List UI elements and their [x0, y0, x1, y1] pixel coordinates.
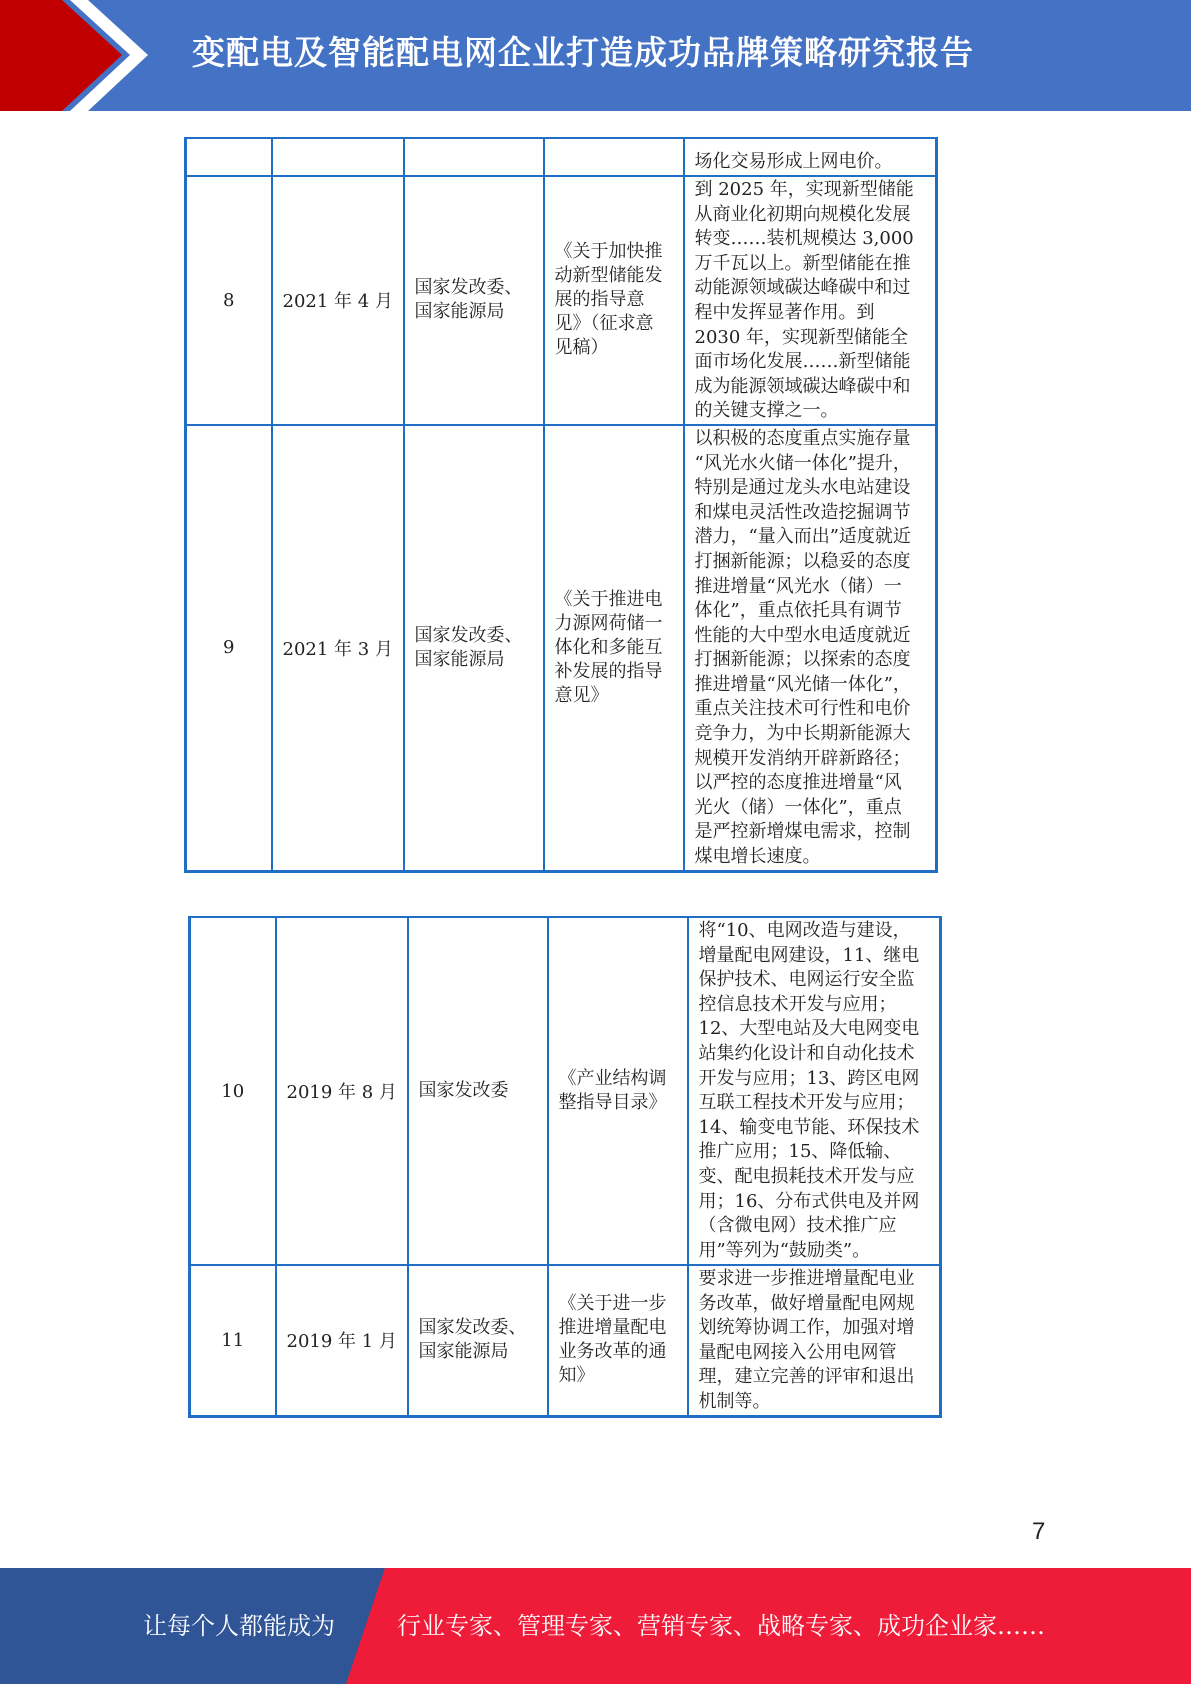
policy-table-2 [188, 916, 942, 1418]
page-number: 7 [1032, 1518, 1046, 1545]
cell-date [272, 138, 404, 176]
cell-content: 以积极的态度重点实施存量 “风光水火储一体化”提升， 特别是通过龙头水电站建设 和煤电灵活性改造挖掘调节 潜力，“量入而出”适度就近 打捆新能源；以稳妥的态度 推进增量“风光水（储）一 体化”，重点依托具有调节 性能的大中型水电适度就近 打捆新能源；以探索的态度 推进增量“风光储一体化”， 重点关注技术可行性和电价 竞争力，为中长期新能源大 规模开发消纳开辟新路径； 以严控的态度推进增量“风 光火（储）一体化”，重点 是严控新增煤电需求，控制 煤电增长速度。 [684, 425, 937, 871]
table-row [186, 138, 937, 176]
table-row [190, 1265, 941, 1416]
cell-content: 要求进一步推进增量配电业 务改革，做好增量配电网规 划统筹协调工作，加强对增 量配电网接入公用电网管 理，建立完善的评审和退出 机制等。 [688, 1265, 941, 1416]
cell-num [186, 138, 272, 176]
cell-org: 国家发改委 [408, 917, 548, 1265]
cell-content: 到 2025 年，实现新型储能 从商业化初期向规模化发展 转变……装机规模达 3,000 万千瓦以上。新型储能在推 动能源领域碳达峰碳中和过 程中发挥显著作用。到 2030 年，实现新型储能全 面市场化发展……新型储能 成为能源领域碳达峰碳中和 的关键支撑之一。 [684, 176, 937, 425]
page-header [0, 0, 1191, 111]
cell-date: 2019 年 8 月 [276, 917, 408, 1265]
cell-doc: 《关于进一步 推进增量配电 业务改革的通 知》 [548, 1265, 688, 1416]
header-arrow-graphic [0, 0, 160, 111]
cell-doc: 《产业结构调 整指导目录》 [548, 917, 688, 1265]
table-row [186, 425, 937, 871]
cell-content: 将“10、电网改造与建设， 增量配电网建设，11、继电 保护技术、电网运行安全监 控信息技术开发与应用； 12、大型电站及大电网变电 站集约化设计和自动化技术 开发与应用；13、跨区电网 互联工程技术开发与应用； 14、输变电节能、环保技术 推广应用；15、降低输、 变、配电损耗技术开发与应 用；16、分布式供电及并网 （含微电网）技术推广应 用”等列为“鼓励类”。 [688, 917, 941, 1265]
report-title: 变配电及智能配电网企业打造成功品牌策略研究报告 [192, 33, 974, 72]
cell-date: 2021 年 3 月 [272, 425, 404, 871]
cell-doc: 《关于推进电 力源网荷储一 体化和多能互 补发展的指导 意见》 [544, 425, 684, 871]
cell-num: 8 [186, 176, 272, 425]
cell-num: 11 [190, 1265, 276, 1416]
cell-org: 国家发改委、 国家能源局 [404, 425, 544, 871]
cell-num: 10 [190, 917, 276, 1265]
cell-date: 2019 年 1 月 [276, 1265, 408, 1416]
cell-org: 国家发改委、 国家能源局 [408, 1265, 548, 1416]
cell-doc [544, 138, 684, 176]
cell-content: 场化交易形成上网电价。 [684, 138, 937, 176]
table-row [186, 176, 937, 425]
cell-doc: 《关于加快推 动新型储能发 展的指导意 见》（征求意 见稿） [544, 176, 684, 425]
footer-slogan-left: 让每个人都能成为 [143, 1612, 335, 1640]
cell-num: 9 [186, 425, 272, 871]
page-footer [0, 1568, 1191, 1684]
cell-org: 国家发改委、 国家能源局 [404, 176, 544, 425]
cell-date: 2021 年 4 月 [272, 176, 404, 425]
table-row [190, 917, 941, 1265]
footer-slogan-right: 行业专家、管理专家、营销专家、战略专家、成功企业家…… [397, 1612, 1045, 1640]
cell-org [404, 138, 544, 176]
policy-table-1 [184, 137, 938, 873]
